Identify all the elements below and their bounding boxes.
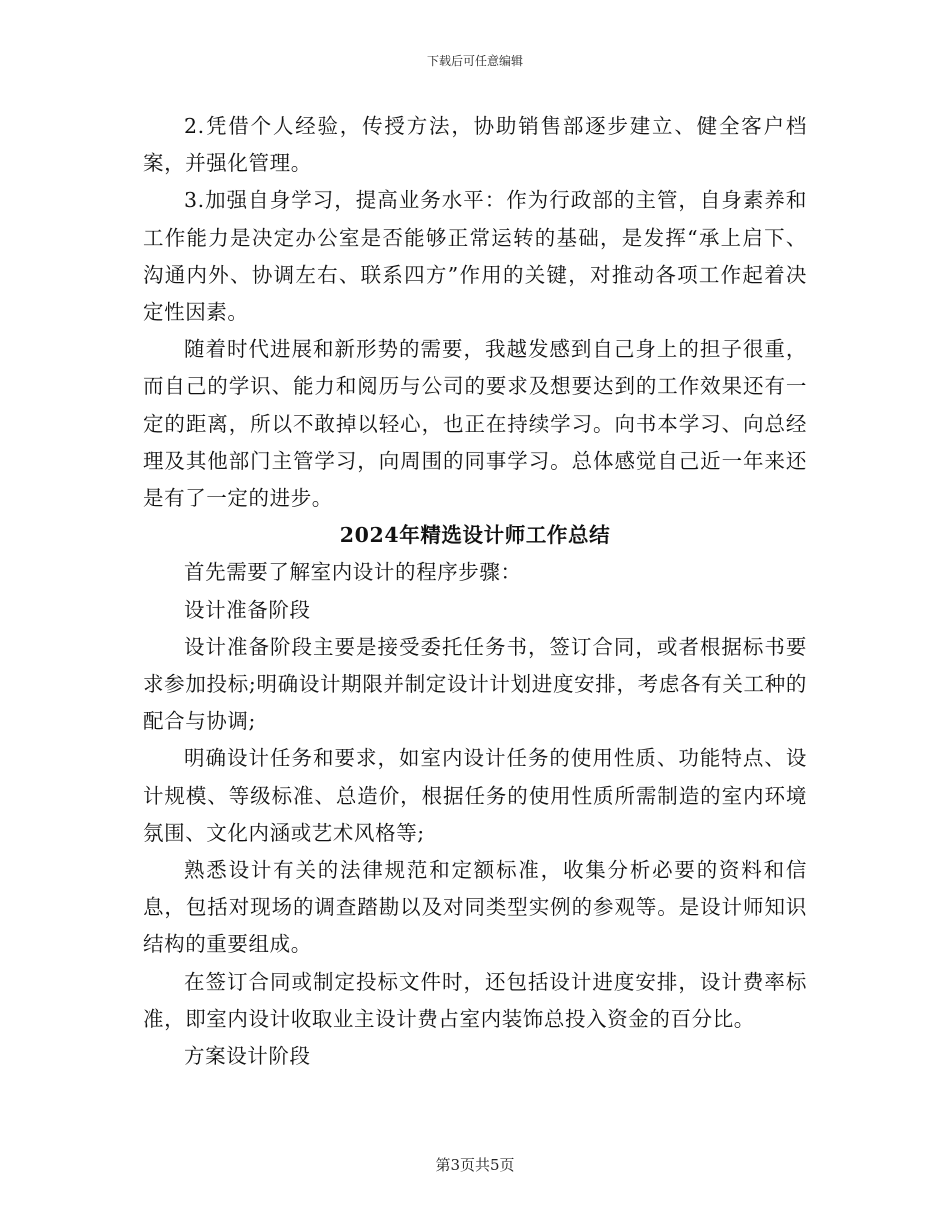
paragraph-task-requirements: 明确设计任务和要求，如室内设计任务的使用性质、功能特点、设计规模、等级标准、总造价，根据任务的使用性质所需制造的室内环境氛围、文化内涵或艺术风格等; bbox=[143, 746, 807, 845]
page-number: 第3页共5页 bbox=[435, 1156, 515, 1174]
section-title: 2024年精选设计师工作总结 bbox=[339, 523, 611, 548]
paragraph-contract: 在签订合同或制定投标文件时，还包括设计进度安排，设计费率标准，即室内设计收取业主设计费占室内装饰总投入资金的百分比。 bbox=[143, 969, 807, 1031]
subheading-preparation-stage: 设计准备阶段 bbox=[184, 597, 311, 622]
paragraph-progress: 随着时代进展和新形势的需要，我越发感到自己身上的担子很重，而自己的学识、能力和阅历与公司的要求及想要达到的工作效果还有一定的距离，所以不敢掉以轻心，也正在持续学习。向书本学习、向总经理及其他部门主管学习，向周围的同事学习。总体感觉自己近一年来还是有了一定的进步。 bbox=[143, 337, 807, 511]
paragraph-preparation: 设计准备阶段主要是接受委托任务书，签订合同，或者根据标书要求参加投标;明确设计期限并制定设计计划进度安排，考虑各有关工种的配合与协调; bbox=[143, 634, 807, 734]
paragraph-regulations: 熟悉设计有关的法律规范和定额标准，收集分析必要的资料和信息，包括对现场的调查踏勘以及对同类型实例的参观等。是设计师知识结构的重要组成。 bbox=[143, 858, 807, 957]
paragraph-item-3: 3.加强自身学习，提高业务水平：作为行政部的主管，自身素养和工作能力是决定办公室是否能够正常运转的基础，是发挥“承上启下、沟通内外、协调左右、联系四方”作用的关键，对推动各项工作起着决定性因素。 bbox=[143, 188, 807, 325]
paragraph-intro: 首先需要了解室内设计的程序步骤： bbox=[184, 560, 522, 585]
subheading-scheme-stage: 方案设计阶段 bbox=[184, 1044, 311, 1069]
paragraph-item-2: 2.凭借个人经验，传授方法，协助销售部逐步建立、健全客户档案，并强化管理。 bbox=[143, 114, 807, 176]
page-header-note: 下载后可任意编辑 bbox=[426, 54, 523, 68]
document-body bbox=[143, 108, 807, 1075]
